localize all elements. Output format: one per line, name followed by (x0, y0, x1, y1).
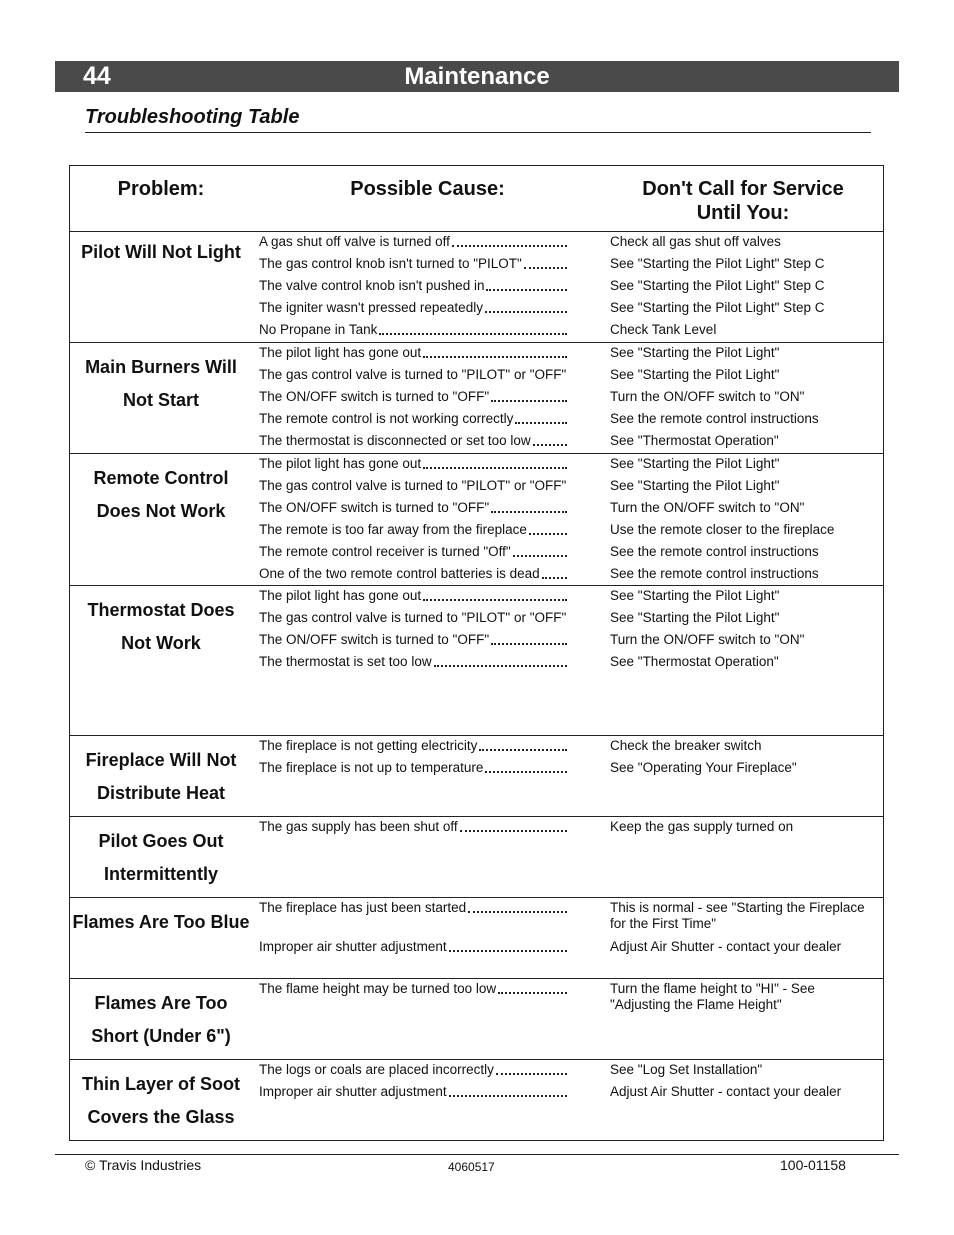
fix-text: See "Starting the Pilot Light" (610, 456, 780, 471)
cause-text: The logs or coals are placed incorrectly (259, 1062, 494, 1077)
dotted-leader (486, 289, 567, 291)
cause-line (259, 367, 567, 383)
fix-text: See "Starting the Pilot Light" Step C (610, 256, 825, 271)
table-row (70, 454, 883, 586)
dotted-leader (423, 467, 567, 469)
dotted-leader (491, 400, 567, 402)
problem-cell: Main Burners Will Not Start (85, 357, 237, 410)
fix-text: See "Starting the Pilot Light" (610, 610, 780, 625)
cause-line (259, 1062, 567, 1078)
dotted-leader (533, 444, 567, 446)
cause-text: The thermostat is disconnected or set too low (259, 433, 531, 448)
cause-line (259, 900, 567, 916)
cause-line (259, 939, 567, 955)
footer-rule (55, 1154, 899, 1155)
cause-line (259, 478, 567, 494)
dotted-leader (515, 422, 567, 424)
fix-text: See "Starting the Pilot Light" (610, 345, 780, 360)
cause-text: The fireplace is not getting electricity (259, 738, 478, 753)
page-number: 44 (83, 62, 111, 90)
dotted-leader (496, 1073, 567, 1075)
footer-document-code: 4060517 (448, 1160, 495, 1174)
table-row (70, 1060, 883, 1140)
cause-line (259, 345, 567, 361)
cause-text: The gas control valve is turned to "PILOT" or "OFF" (259, 367, 567, 382)
fix-text: See the remote control instructions (610, 566, 819, 581)
problem-cell: Flames Are Too Blue (72, 912, 250, 932)
fix-text: See "Starting the Pilot Light" Step C (610, 300, 825, 315)
footer-part-number: 100-01158 (780, 1157, 846, 1173)
cause-text: The igniter wasn't pressed repeatedly (259, 300, 483, 315)
table-row (70, 817, 883, 898)
problem-cell: Pilot Goes Out Intermittently (98, 831, 224, 884)
cause-line (259, 610, 567, 626)
cause-line (259, 819, 567, 835)
dotted-leader (529, 533, 567, 535)
cause-text: The ON/OFF switch is turned to "OFF" (259, 389, 490, 404)
table-row (70, 232, 883, 343)
fix-text: See "Starting the Pilot Light" (610, 478, 780, 493)
cause-text: One of the two remote control batteries is dead (259, 566, 540, 581)
dotted-leader (491, 643, 567, 645)
cause-line (259, 981, 567, 997)
problem-column-header: Problem: (117, 178, 205, 200)
cause-text: The thermostat is set too low (259, 654, 432, 669)
fix-text: See "Starting the Pilot Light" (610, 367, 780, 382)
table-row (70, 736, 883, 817)
dotted-leader (452, 245, 567, 247)
cause-line (259, 522, 567, 538)
cause-text: A gas shut off valve is turned off (259, 234, 450, 249)
fix-column-header: Don't Call for Service Until You: (642, 178, 844, 224)
problem-cell: Thin Layer of Soot Covers the Glass (81, 1074, 240, 1127)
page-subtitle: Troubleshooting Table (85, 106, 300, 128)
cause-line (259, 278, 567, 294)
table-row (70, 898, 883, 979)
cause-line (259, 411, 567, 427)
cause-column-header: Possible Cause: (350, 178, 505, 200)
cause-text: The pilot light has gone out (259, 588, 422, 603)
fix-text: See "Operating Your Fireplace" (610, 760, 797, 775)
fix-text: Turn the ON/OFF switch to "ON" (610, 632, 805, 647)
cause-line (259, 256, 567, 272)
fix-text: Turn the ON/OFF switch to "ON" (610, 389, 805, 404)
dotted-leader (485, 311, 567, 313)
cause-line (259, 322, 567, 338)
fix-text: Turn the flame height to "HI" - See "Adjusting the Flame Height" (610, 981, 815, 1012)
cause-line (259, 588, 567, 604)
fix-text: Keep the gas supply turned on (610, 819, 794, 834)
dotted-leader (542, 577, 567, 579)
dotted-leader (479, 749, 567, 751)
table-row (70, 343, 883, 454)
dotted-leader (485, 771, 567, 773)
problem-cell: Flames Are Too Short (Under 6") (91, 993, 231, 1046)
dotted-leader (498, 992, 567, 994)
subtitle-rule (85, 132, 871, 133)
cause-text: The fireplace is not up to temperature (259, 760, 484, 775)
cause-text: The gas control knob isn't turned to "PILOT" (259, 256, 522, 271)
table-header-row (70, 166, 883, 232)
cause-text: The gas supply has been shut off (259, 819, 458, 834)
cause-line (259, 632, 567, 648)
fix-text: Adjust Air Shutter - contact your dealer (610, 1084, 842, 1099)
cause-line (259, 433, 567, 449)
fix-text: Check the breaker switch (610, 738, 762, 753)
cause-text: No Propane in Tank (259, 322, 378, 337)
cause-line (259, 566, 567, 582)
fix-text: See the remote control instructions (610, 544, 819, 559)
cause-line (259, 456, 567, 472)
dotted-leader (513, 555, 567, 557)
problem-cell: Thermostat Does Not Work (87, 600, 235, 653)
fix-text: See "Thermostat Operation" (610, 654, 779, 669)
header-bar (55, 61, 899, 92)
dotted-leader (468, 911, 567, 913)
cause-text: The remote is too far away from the fireplace (259, 522, 527, 537)
cause-text: The fireplace has just been started (259, 900, 467, 915)
cause-text: The gas control valve is turned to "PILOT" or "OFF" (259, 610, 567, 625)
fix-text: This is normal - see "Starting the Fireplace for the First Time" (610, 900, 865, 931)
cause-line (259, 738, 567, 754)
dotted-leader (524, 267, 567, 269)
fix-text: Turn the ON/OFF switch to "ON" (610, 500, 805, 515)
table-row (70, 979, 883, 1060)
fix-text: See "Starting the Pilot Light" (610, 588, 780, 603)
dotted-leader (449, 1095, 567, 1097)
cause-line (259, 300, 567, 316)
cause-text: The remote control is not working correctly (259, 411, 514, 426)
fix-text: Adjust Air Shutter - contact your dealer (610, 939, 842, 954)
cause-text: The gas control valve is turned to "PILOT" or "OFF" (259, 478, 567, 493)
footer-copyright: © Travis Industries (85, 1157, 202, 1173)
fix-text: Check Tank Level (610, 322, 717, 337)
table-row (70, 586, 883, 736)
cause-text: The ON/OFF switch is turned to "OFF" (259, 500, 490, 515)
cause-line (259, 389, 567, 405)
fix-text: Check all gas shut off valves (610, 234, 781, 249)
cause-line (259, 234, 567, 250)
troubleshooting-table (69, 165, 884, 1141)
dotted-leader (423, 599, 567, 601)
fix-text: See "Starting the Pilot Light" Step C (610, 278, 825, 293)
problem-cell: Remote Control Does Not Work (93, 468, 229, 521)
cause-line (259, 654, 567, 670)
cause-text: Improper air shutter adjustment (259, 1084, 447, 1099)
dotted-leader (379, 333, 567, 335)
problem-cell: Pilot Will Not Light (81, 242, 241, 262)
dotted-leader (460, 830, 567, 832)
fix-text: See "Thermostat Operation" (610, 433, 779, 448)
cause-line (259, 544, 567, 560)
cause-text: Improper air shutter adjustment (259, 939, 447, 954)
section-title: Maintenance (404, 63, 550, 90)
dotted-leader (423, 356, 567, 358)
cause-line (259, 500, 567, 516)
cause-text: The flame height may be turned too low (259, 981, 497, 996)
dotted-leader (491, 511, 567, 513)
cause-text: The valve control knob isn't pushed in (259, 278, 485, 293)
cause-text: The pilot light has gone out (259, 345, 422, 360)
cause-line (259, 1084, 567, 1100)
cause-text: The ON/OFF switch is turned to "OFF" (259, 632, 490, 647)
cause-text: The pilot light has gone out (259, 456, 422, 471)
dotted-leader (434, 665, 567, 667)
dotted-leader (449, 950, 567, 952)
fix-text: See "Log Set Installation" (610, 1062, 763, 1077)
fix-text: See the remote control instructions (610, 411, 819, 426)
problem-cell: Fireplace Will Not Distribute Heat (85, 750, 237, 803)
cause-line (259, 760, 567, 776)
cause-text: The remote control receiver is turned "Off" (259, 544, 511, 559)
fix-text: Use the remote closer to the fireplace (610, 522, 835, 537)
